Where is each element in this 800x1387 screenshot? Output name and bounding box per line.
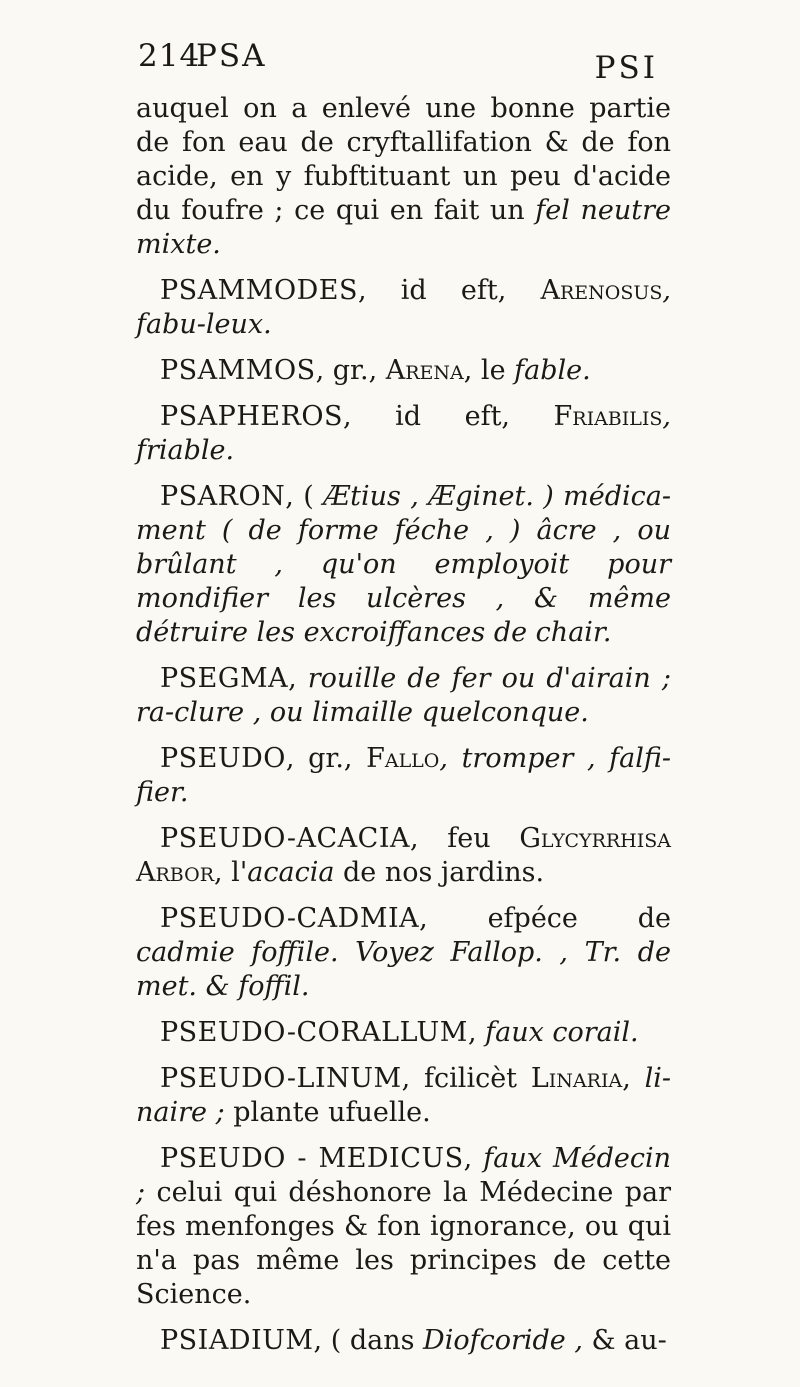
entry-psammos: PSAMMOS, gr., Arena, le fable. [160, 355, 591, 386]
entry-pseudo-acacia: PSEUDO-ACACIA, feu Glycyrrhisa Arbor, l'acacia de nos jardins. [136, 823, 671, 888]
entry-psaron: PSARON, ( Ætius , Æginet. ) médica-ment ( de forme féche , ) âcre , ou brûlant , qu'on employoit pour mondifier les ulcères , & même détruire les excroiffances de chair. [136, 481, 672, 648]
entry-psegma: PSEGMA, rouille de fer ou d'airain ; ra-clure , ou limaille quelconque. [136, 663, 671, 728]
entry-continuation: auquel on a enlevé une bonne partie de fon eau de cryftallifation & de fon acide, en y fubftituant un peu d'acide du foufre ; ce qui en fait un fel neutre mixte. [136, 93, 672, 260]
entry-pseudo-medicus: PSEUDO - MEDICUS, faux Médecin ; celui qui déshonore la Médecine par fes menfonges & fon ignorance, ou qui n'a pas même les principes de cette Science. [136, 1143, 672, 1310]
entry-psammodes: PSAMMODES, id eft, Arenosus, fabu-leux. [136, 275, 671, 340]
left-running-head: PSA [196, 38, 267, 74]
entry-psiadium: PSIADIUM, ( dans Diofcoride , & au- [160, 1325, 667, 1356]
entry-pseudo-corallum: PSEUDO-CORALLUM, faux corail. [160, 1017, 639, 1048]
entry-pseudo-linum: PSEUDO-LINUM, fcilicèt Linaria, li-naire ; plante ufuelle. [136, 1063, 671, 1128]
entry-pseudo: PSEUDO, gr., Fallo, tromper , falfi-fier. [136, 743, 672, 808]
right-running-head: PSI [594, 50, 658, 86]
page-number: 214 [138, 38, 201, 74]
entry-pseudo-cadmia: PSEUDO-CADMIA, efpéce de cadmie foffile. Voyez Fallop. , Tr. de met. & foffil. [136, 903, 671, 1002]
running-header [138, 38, 658, 90]
entry-psapheros: PSAPHEROS, id eft, Friabilis, friable. [136, 401, 671, 466]
dictionary-column [136, 92, 671, 1370]
